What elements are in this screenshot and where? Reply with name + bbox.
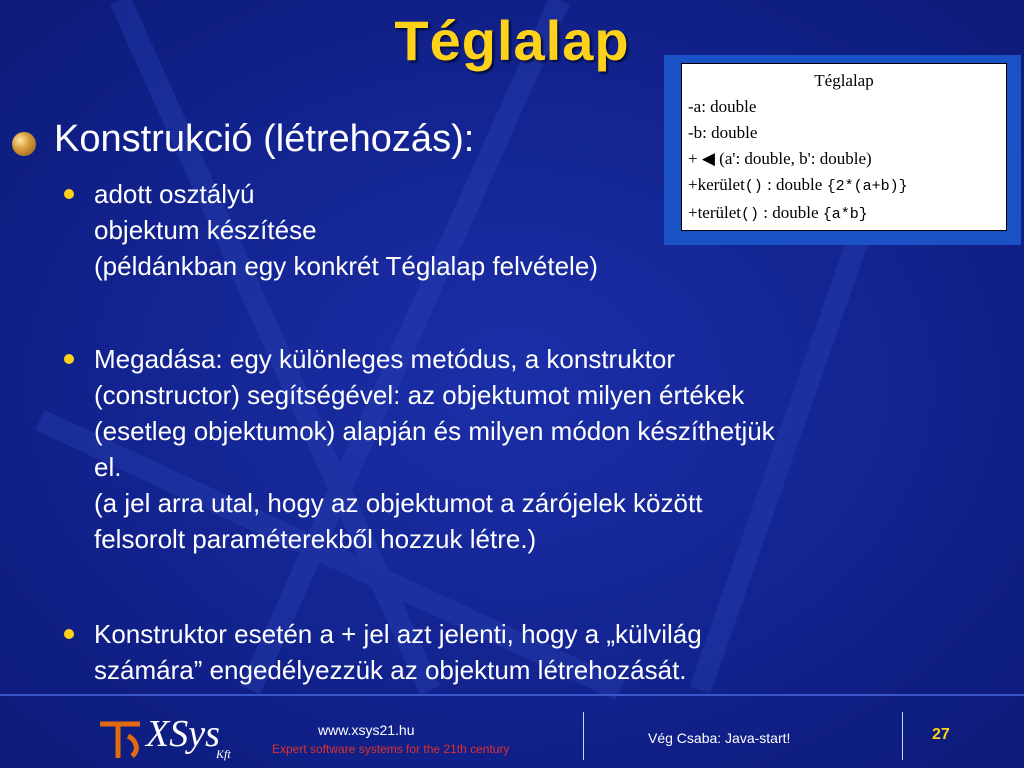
- xsys-logo: [96, 706, 246, 762]
- bullet-line: (példánkban egy konkrét Téglalap felvétele): [94, 251, 598, 281]
- svg-text:XSys: XSys: [146, 713, 220, 755]
- bullet-line: objektum készítése: [94, 215, 317, 245]
- uml-perimeter-body: {2*(a+b)}: [826, 178, 908, 195]
- uml-perimeter-parens: (): [744, 178, 763, 195]
- bullet-line: Konstruktor esetén a + jel azt jelenti, hogy a „külvilág: [94, 619, 702, 649]
- footer-author: Vég Csaba: Java-start!: [648, 730, 791, 746]
- uml-constructor: [688, 146, 1000, 172]
- uml-perimeter-name: +kerület: [688, 175, 745, 194]
- bullet-text: [94, 616, 994, 688]
- section-heading-text: Konstrukció (létrehozás):: [54, 118, 475, 160]
- footer-separator: [902, 712, 903, 760]
- uml-attribute-a: -a: double: [688, 97, 757, 116]
- bullet-line: (esetleg objektumok) alapján és milyen módon készíthetjük: [94, 416, 775, 446]
- uml-area-body: {a*b}: [822, 206, 868, 223]
- uml-constructor-params: (a': double, b': double): [719, 149, 872, 168]
- bullet-line: (constructor) segítségével: az objektumot milyen értékek: [94, 380, 745, 410]
- footer-divider: [0, 694, 1024, 696]
- bullet-text: [94, 176, 994, 284]
- bullet-item-3: [66, 616, 966, 688]
- triangle-left-icon: ◀: [701, 149, 715, 168]
- bullet-line: (a jel arra utal, hogy az objektumot a zárójelek között: [94, 488, 703, 518]
- bullet-line: számára” engedélyezzük az objektum létrehozását.: [94, 655, 687, 685]
- uml-perimeter-type: : double: [767, 175, 823, 194]
- uml-area-parens: (): [741, 206, 760, 223]
- uml-class-name: Téglalap: [814, 71, 874, 90]
- slide-title: Téglalap: [394, 9, 630, 72]
- uml-area-name: +terület: [688, 203, 742, 222]
- section-heading: [12, 118, 474, 161]
- footer-url-link[interactable]: www.xsys21.hu: [318, 722, 415, 738]
- bullet-dot-icon: [64, 354, 74, 364]
- footer-separator: [583, 712, 584, 760]
- bullet-line: felsorolt paraméterekből hozzuk létre.): [94, 524, 537, 554]
- page-number: 27: [932, 726, 950, 743]
- bullet-line: adott osztályú: [94, 179, 255, 209]
- bullet-dot-icon: [64, 629, 74, 639]
- uml-area-type: : double: [763, 203, 819, 222]
- bullet-dot-icon: [64, 189, 74, 199]
- footer-tagline: Expert software systems for the 21th century: [272, 742, 510, 756]
- uml-constructor-prefix: +: [688, 149, 698, 168]
- uml-attribute-b: -b: double: [688, 123, 758, 142]
- bullet-item-1: [66, 176, 966, 284]
- bullet-text: [94, 341, 994, 557]
- svg-text:Kft: Kft: [216, 747, 231, 761]
- bullet-line: Megadása: egy különleges metódus, a konstruktor: [94, 344, 676, 374]
- bullet-item-2: [66, 341, 966, 557]
- bullet-line: el.: [94, 452, 122, 482]
